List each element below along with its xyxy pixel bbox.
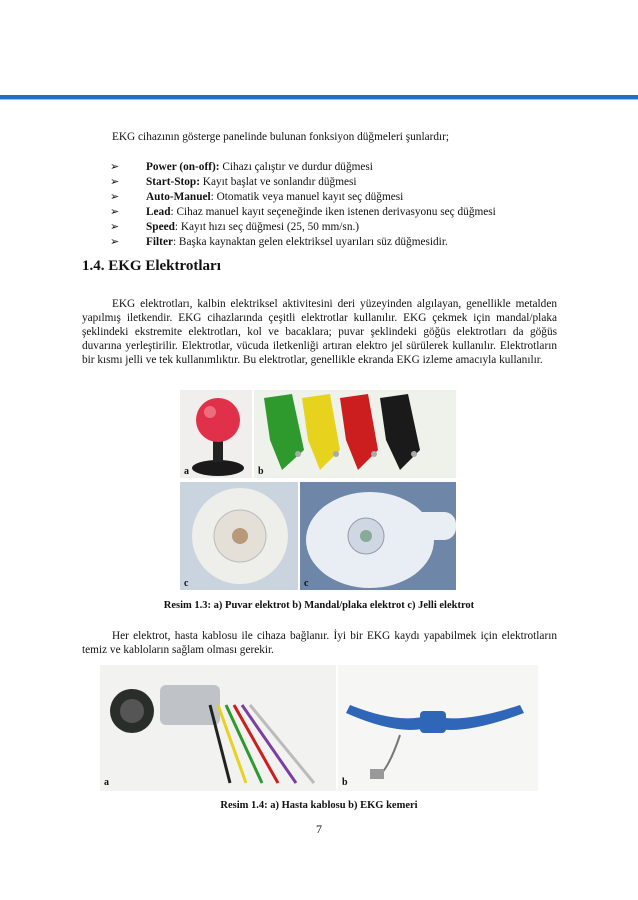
label-b: b (342, 777, 348, 788)
list-item: ➢ Speed: Kayıt hızı seç düğmesi (25, 50 mm/sn.) (110, 221, 360, 233)
label-b: b (258, 466, 264, 477)
intro-text: EKG cihazının gösterge panelinde bulunan fonksiyon düğmeleri şunlardır; (112, 131, 450, 143)
function-button-list (110, 160, 496, 250)
figure-caption: Resim 1.4: a) Hasta kablosu b) EKG kemeri (220, 800, 418, 811)
page-number: 7 (316, 822, 322, 836)
label-c1: c (184, 578, 189, 589)
arrow-bullet-icon: ➢ (110, 176, 120, 188)
arrow-bullet-icon: ➢ (110, 221, 120, 233)
header-rule-light (0, 99, 638, 100)
label-c2: c (304, 578, 309, 589)
cable-figure (100, 665, 538, 791)
list-item: ➢ Auto-Manuel: Otomatik veya manuel kayıt seç düğmesi (110, 191, 404, 203)
label-a: a (104, 777, 109, 788)
arrow-bullet-icon: ➢ (110, 161, 120, 173)
arrow-bullet-icon: ➢ (110, 191, 120, 203)
arrow-bullet-icon: ➢ (110, 236, 120, 248)
list-item: ➢ Start-Stop: Kayıt başlat ve sonlandır düğmesi (110, 176, 357, 188)
electrodes-paragraph: EKG elektrotları, kalbin elektriksel aktivitesini deri yüzeyinden algılayan, genellikle metalden yapılmış iletkendir. EKG cihazlarında çeşitli elektrotlar kullanılır. EKG çekmek için mandal/plaka şeklindeki ekstremite elektrotları, kol ve bacaklara; puvar şeklindeki göğüs elektrotları da göğüs duvarına yerleştirilir. Elektrotlar, vücuda iletkenliği artıran elektro jel sürülerek kullanılır. Elektrotların bir kısmı jelli ve tek kullanımlıktır. Bu elektrotlar, genellikle ekranda EKG izleme amacıyla kullanılır. (82, 298, 557, 366)
list-item: ➢ Lead: Cihaz manuel kayıt seçeneğinde iken istenen derivasyonu seç düğmesi (110, 206, 496, 218)
list-item: ➢ Filter: Başka kaynaktan gelen elektriksel uyarıları süz düğmesidir. (110, 236, 448, 248)
arrow-bullet-icon: ➢ (110, 206, 120, 218)
section-heading: 1.4. EKG Elektrotları (82, 258, 221, 274)
cable-paragraph: Her elektrot, hasta kablosu ile cihaza bağlanır. İyi bir EKG kaydı yapabilmek için elektrotların temiz ve kabloların sağlam olması gerekir. (82, 630, 557, 656)
list-item: ➢ Power (on-off): Cihazı çalıştır ve durdur düğmesi (110, 161, 373, 173)
figure-caption: Resim 1.3: a) Puvar elektrot b) Mandal/plaka elektrot c) Jelli elektrot (163, 600, 475, 611)
label-a: a (184, 466, 189, 477)
electrode-figure (180, 390, 456, 590)
